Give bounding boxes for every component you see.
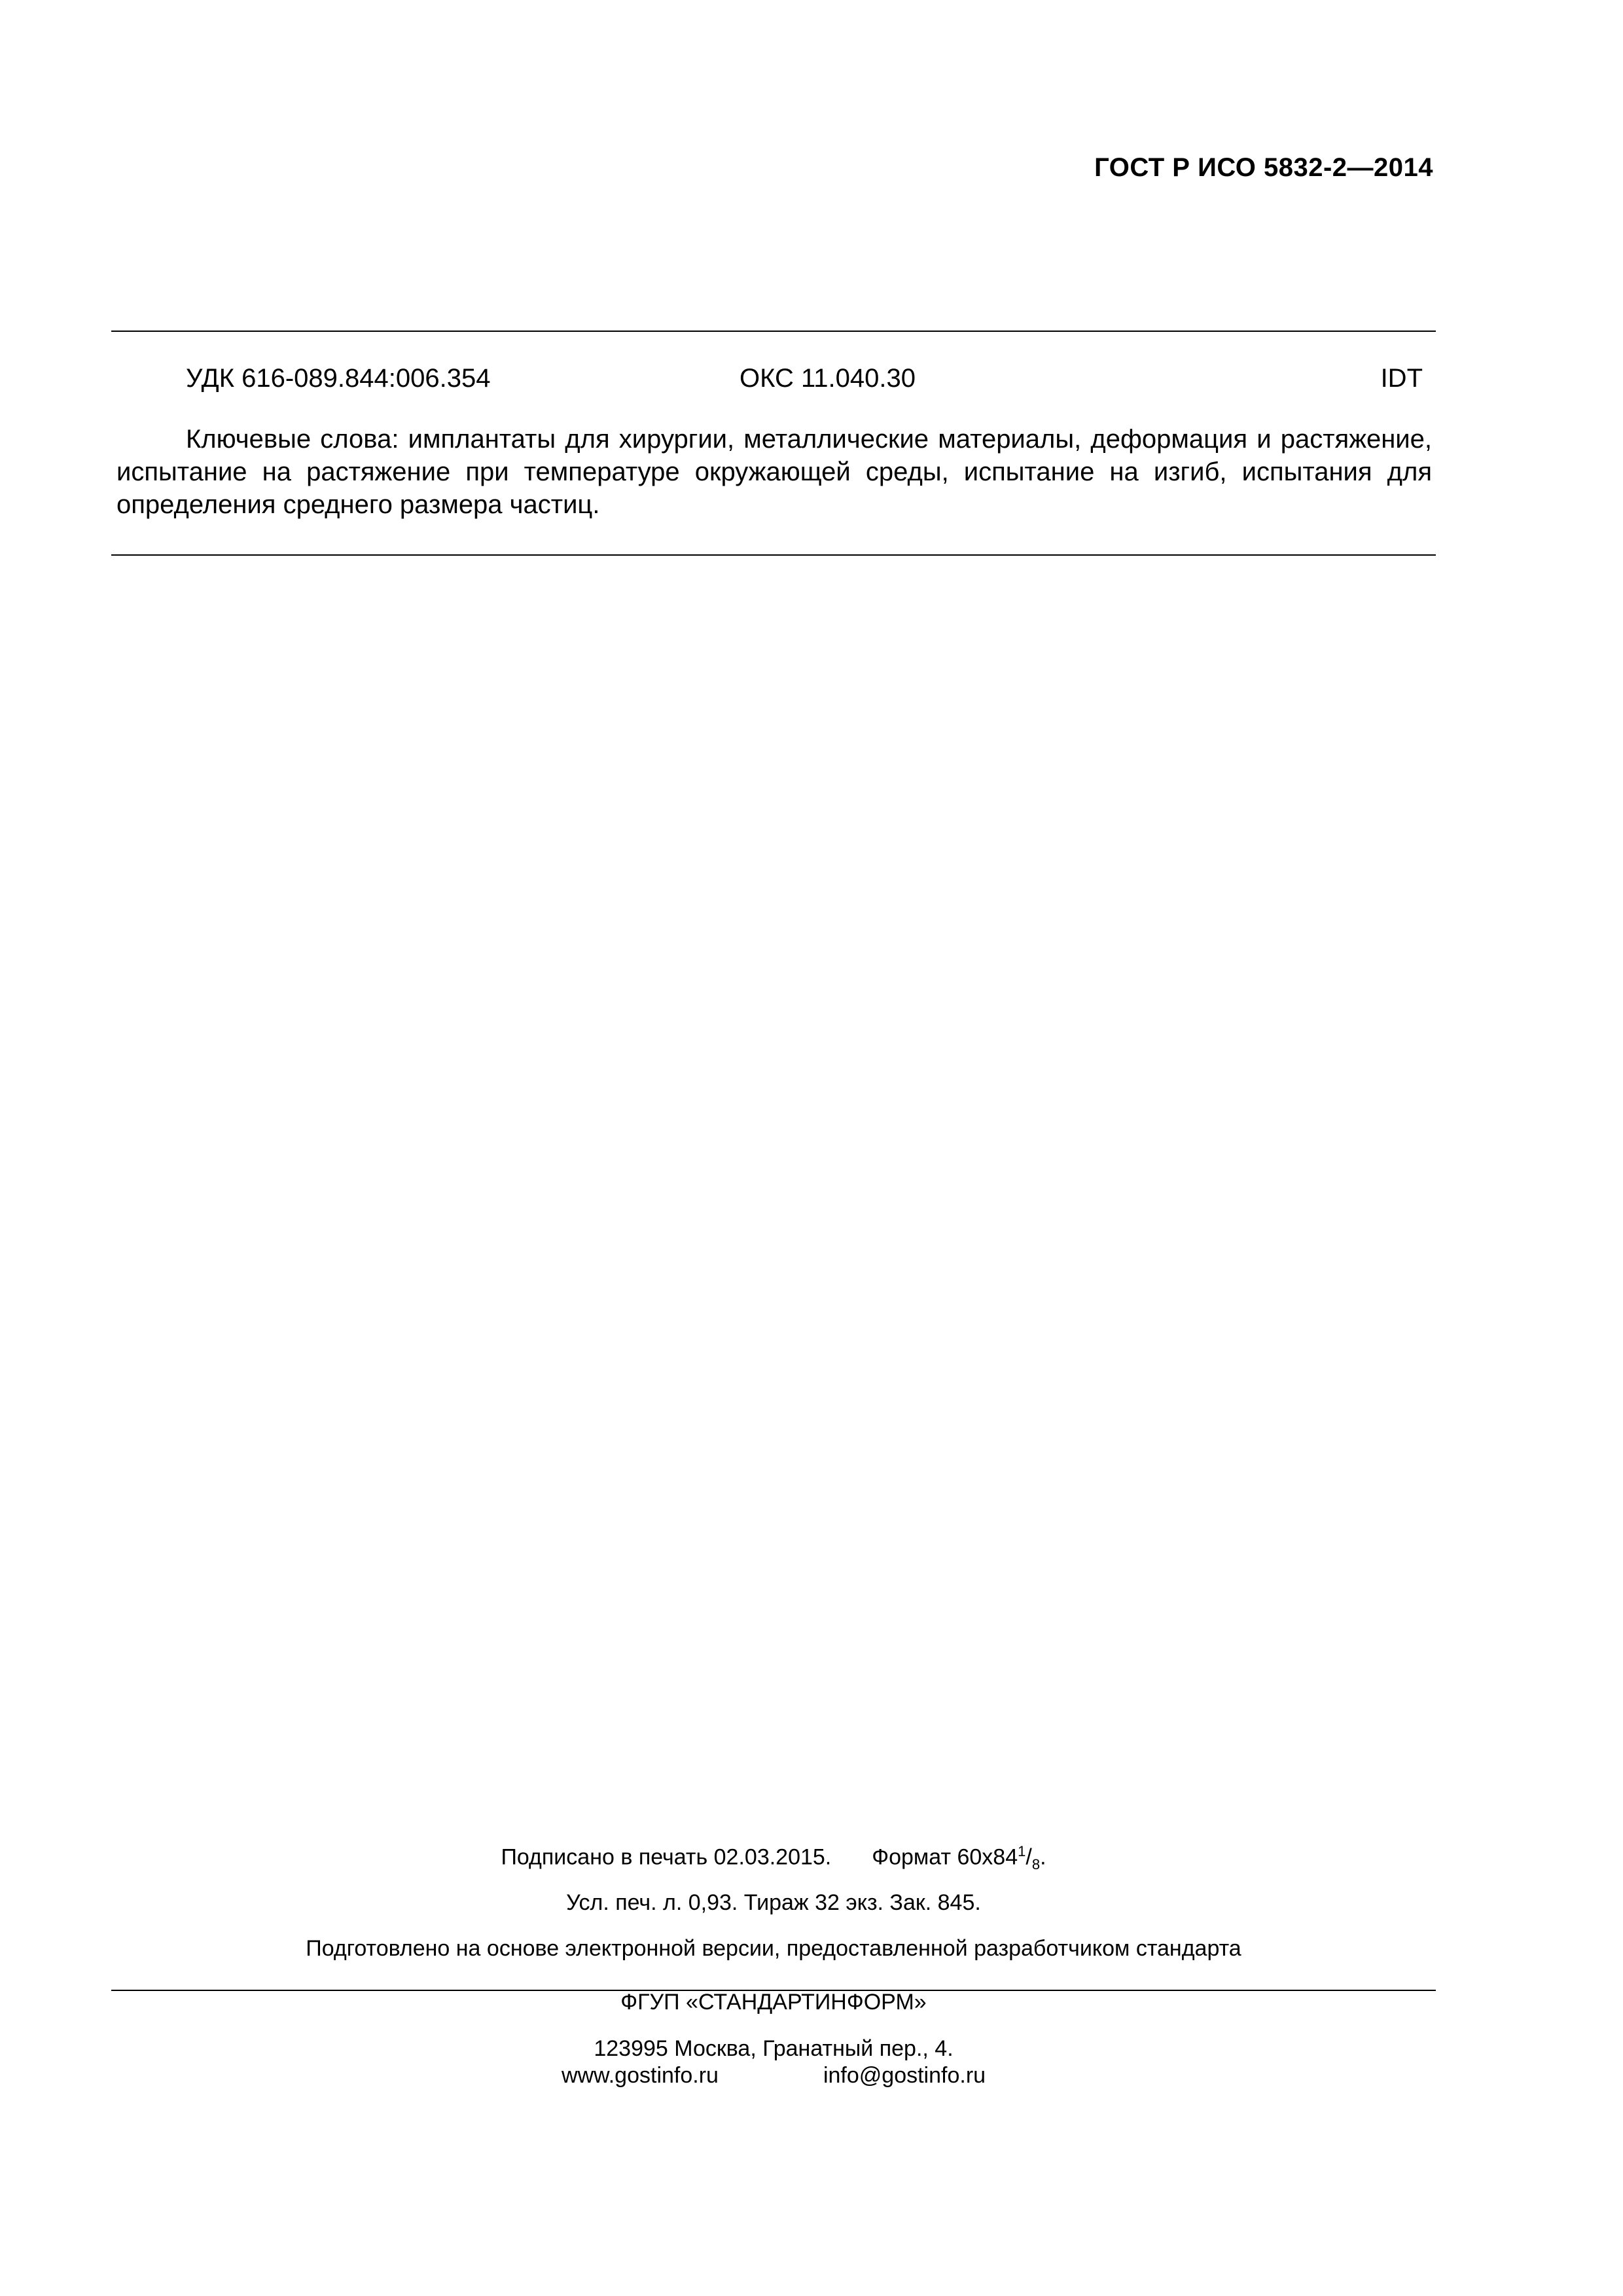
prepared-note: Подготовлено на основе электронной версии, предоставленной разработчиком стандарта (306, 1936, 1241, 1961)
signed-for-print-line (111, 1843, 1436, 1873)
format-denominator: 8 (1031, 1856, 1041, 1873)
publisher-name: ФГУП «СТАНДАРТИНФОРМ» (620, 1990, 927, 2015)
website-link[interactable]: www.gostinfo.ru (561, 2063, 719, 2088)
top-divider (111, 331, 1436, 332)
publisher-address: 123995 Москва, Гранатный пер., 4. (594, 2036, 954, 2061)
format-numerator: 1 (1018, 1843, 1026, 1859)
standard-designation: ГОСТ Р ИСО 5832-2—2014 (1094, 153, 1433, 182)
format-label: Формат 60x84 (872, 1844, 1018, 1870)
oks-code: ОКС 11.040.30 (740, 364, 916, 393)
email-link[interactable]: info@gostinfo.ru (823, 2063, 986, 2088)
signed-date: Подписано в печать 02.03.2015. (501, 1844, 832, 1870)
keywords-paragraph (116, 423, 1432, 521)
format-slash: / (1026, 1844, 1032, 1870)
udk-code: УДК 616-089.844:006.354 (186, 364, 491, 393)
print-info-line: Усл. печ. л. 0,93. Тираж 32 экз. Зак. 845. (566, 1890, 981, 1915)
equivalence-degree: IDT (1380, 364, 1423, 393)
keywords-text: Ключевые слова: имплантаты для хирургии, металлические материалы, деформация и растяжение, испытание на растяжение при температуре окружающей среды, испытание на изгиб, испытания для определения среднего размера частиц. (116, 425, 1432, 519)
format-end: . (1040, 1844, 1046, 1870)
keywords-bottom-divider (111, 554, 1436, 556)
publisher-contacts (111, 2063, 1436, 2089)
